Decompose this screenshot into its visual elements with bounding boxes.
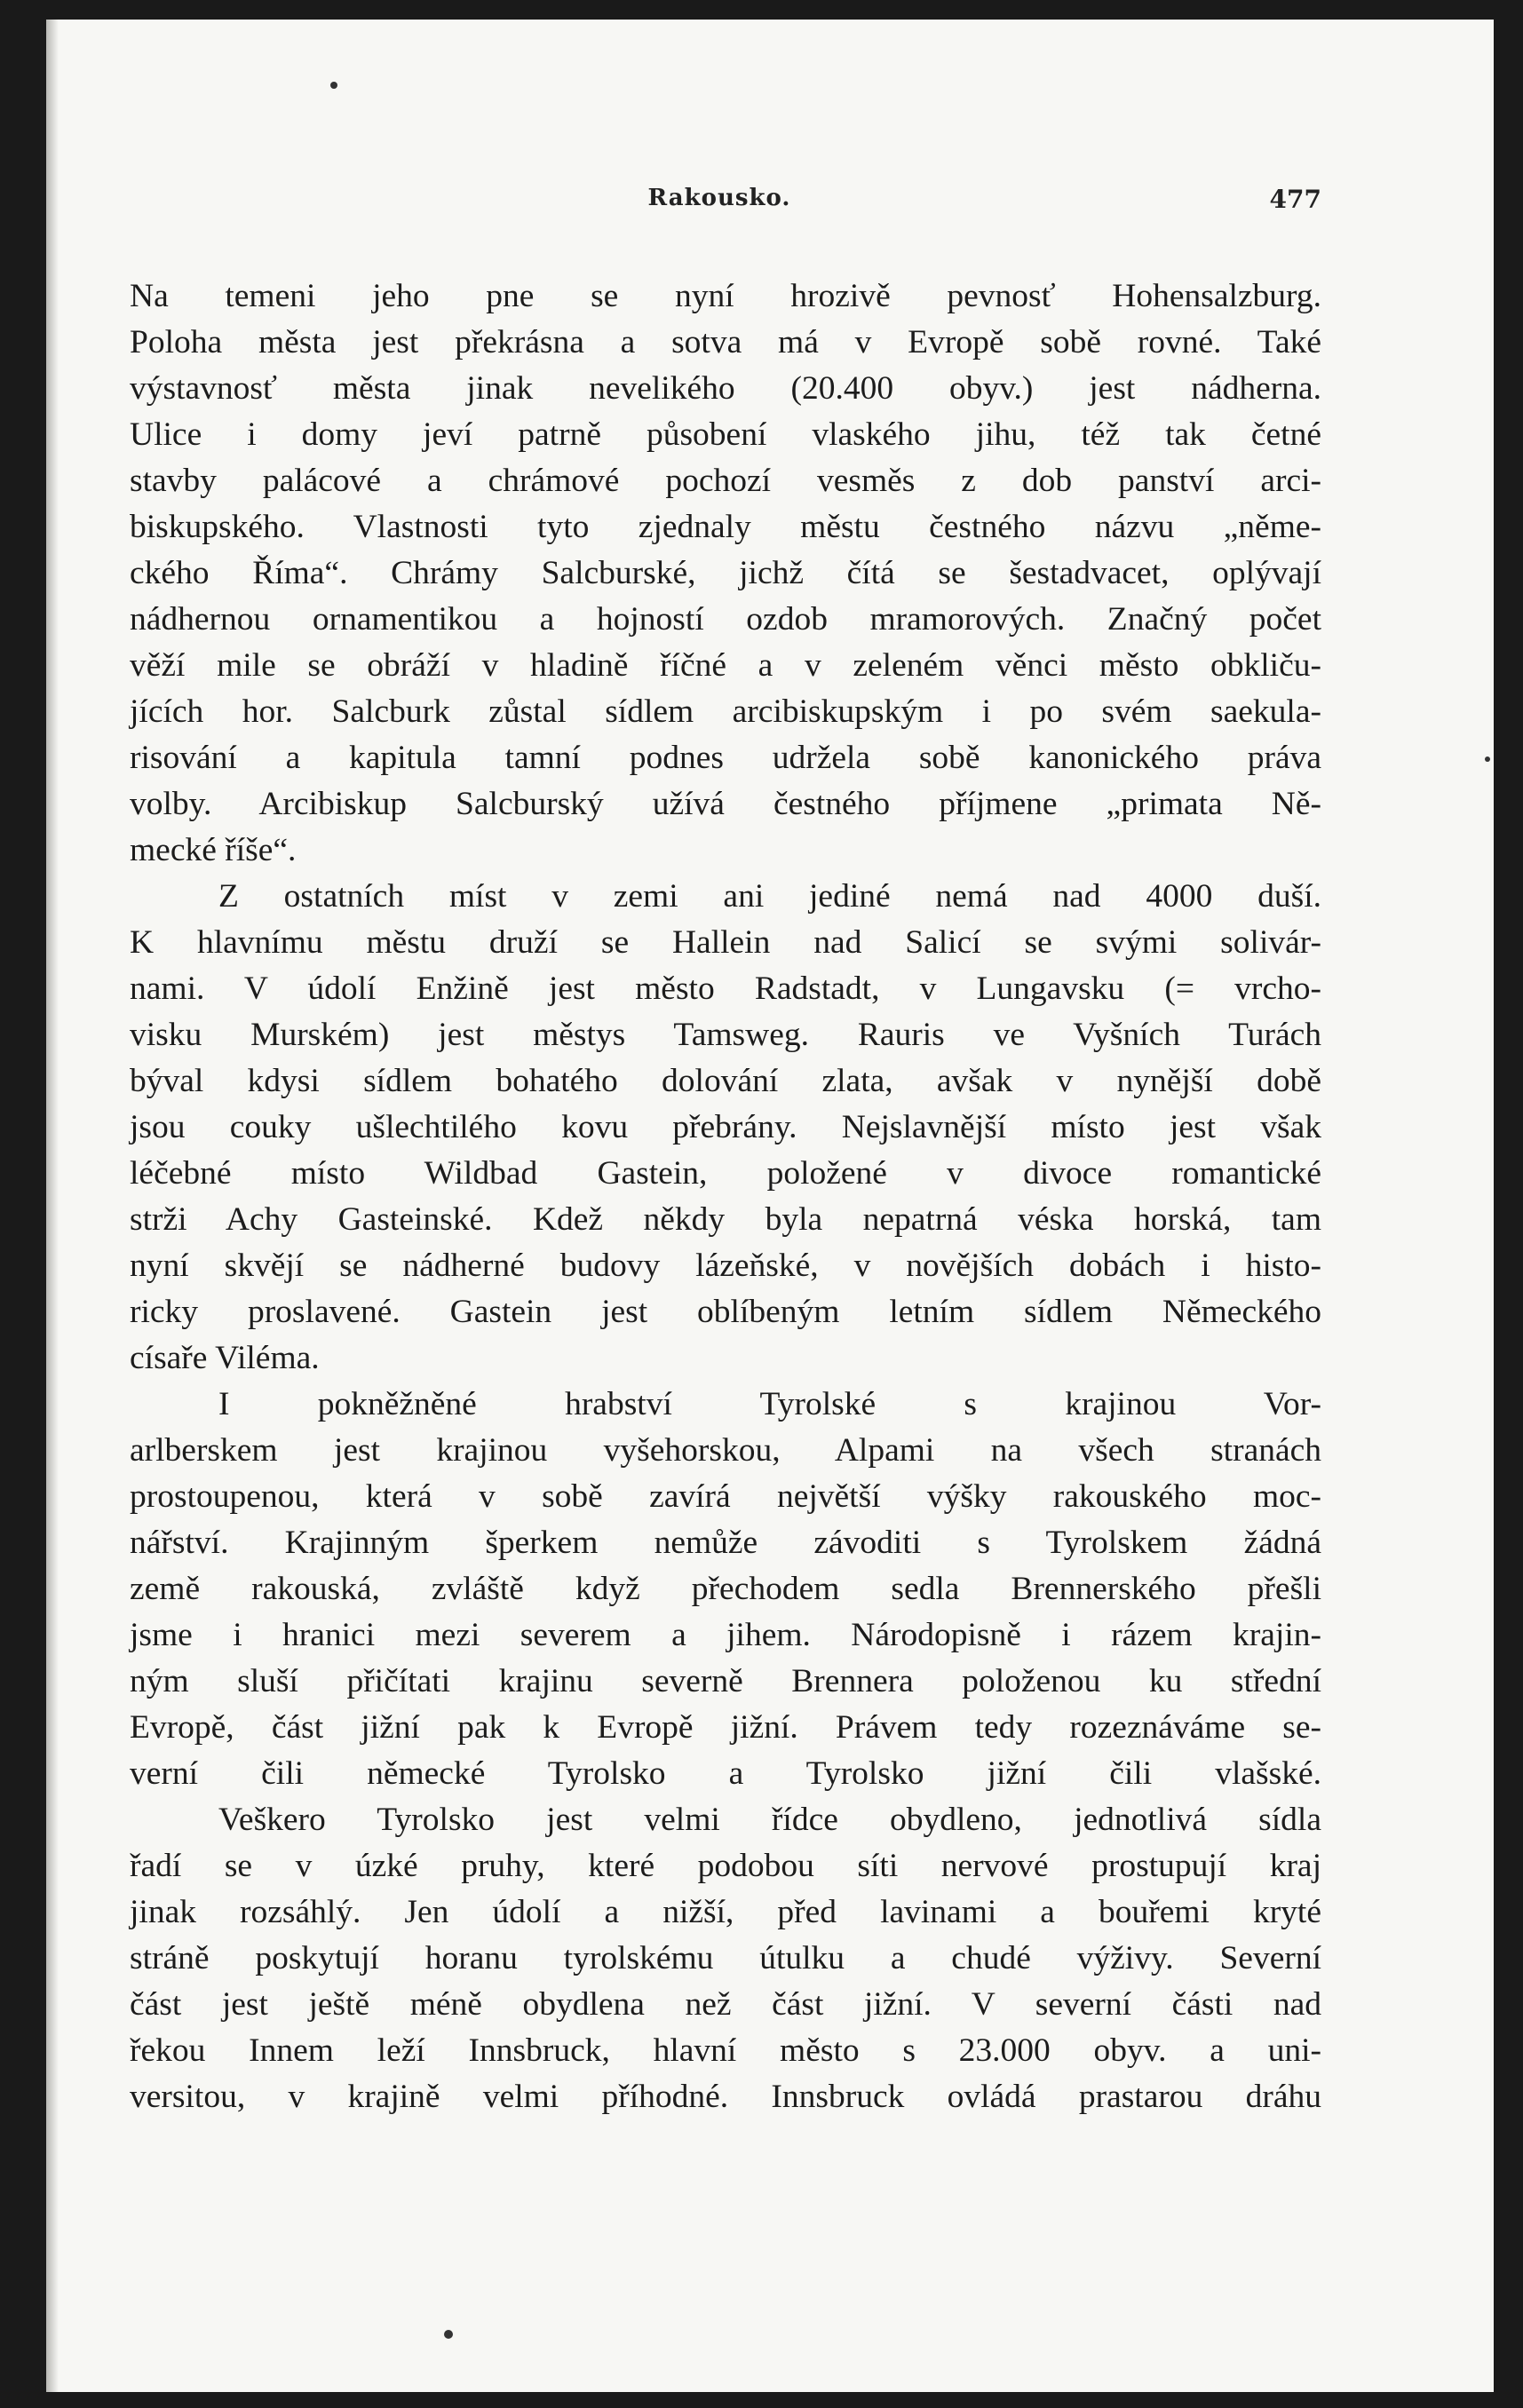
- running-title: Rakousko.: [647, 185, 791, 211]
- text-line: ným sluší přičítati krajinu severně Brennera položenou ku střední: [130, 1663, 1321, 1699]
- page-number: 477: [1269, 185, 1321, 214]
- text-line: volby. Arcibiskup Salcburský užívá čestného příjmene „primata Ně-: [130, 786, 1321, 822]
- page-gutter-shadow: [46, 20, 59, 2392]
- text-line: nádhernou ornamentikou a hojností ozdob mramorových. Značný počet: [130, 601, 1321, 638]
- scan-speck: [330, 82, 337, 89]
- text-line: biskupského. Vlastnosti tyto zjednaly městu čestného názvu „něme-: [130, 509, 1321, 545]
- text-line: strži Achy Gasteinské. Kdež někdy byla nepatrná véska horská, tam: [130, 1201, 1321, 1238]
- text-line: nami. V údolí Enžině jest město Radstadt, v Lungavsku (= vrcho-: [130, 970, 1321, 1007]
- text-line: císaře Viléma.: [130, 1340, 320, 1376]
- text-line: ckého Říma“. Chrámy Salcburské, jichž čítá se šestadvacet, oplývají: [130, 555, 1321, 591]
- text-line: Poloha města jest překrásna a sotva má v Evropě sobě rovné. Také: [130, 324, 1321, 360]
- text-line: Veškero Tyrolsko jest velmi řídce obydleno, jednotlivá sídla: [218, 1802, 1321, 1838]
- text-line: jících hor. Salcburk zůstal sídlem arcibiskupským i po svém saekula-: [130, 693, 1321, 730]
- text-line: arlberskem jest krajinou vyšehorskou, Alpami na všech stranách: [130, 1432, 1321, 1469]
- text-line: I pokněžněné hrabství Tyrolské s krajinou Vor-: [218, 1386, 1321, 1422]
- text-line: stráně poskytují horanu tyrolskému útulku a chudé výživy. Severní: [130, 1940, 1321, 1976]
- text-line: Evropě, část jižní pak k Evropě jižní. Právem tedy rozeznáváme se-: [130, 1709, 1321, 1746]
- scan-speck: [444, 2330, 453, 2339]
- text-line: býval kdysi sídlem bohatého dolování zlata, avšak v nynější době: [130, 1063, 1321, 1099]
- page-header: [117, 185, 1321, 220]
- text-line: stavby palácové a chrámové pochozí vesměs z dob panství arci-: [130, 463, 1321, 499]
- text-line: Ulice i domy jeví patrně působení vlaského jihu, též tak četné: [130, 416, 1321, 453]
- text-line: jsou couky ušlechtilého kovu přebrány. Nejslavnější místo jest však: [130, 1109, 1321, 1145]
- text-line: Z ostatních míst v zemi ani jediné nemá nad 4000 duší.: [218, 878, 1321, 915]
- text-line: jsme i hranici mezi severem a jihem. Národopisně i rázem krajin-: [130, 1617, 1321, 1653]
- text-line: léčebné místo Wildbad Gastein, položené v divoce romantické: [130, 1155, 1321, 1192]
- text-line: výstavnosť města jinak nevelikého (20.400 obyv.) jest nádherna.: [130, 370, 1321, 407]
- text-line: ricky proslavené. Gastein jest oblíbeným letním sídlem Německého: [130, 1294, 1321, 1330]
- text-line: prostoupenou, která v sobě zavírá největší výšky rakouského moc-: [130, 1478, 1321, 1515]
- text-line: versitou, v krajině velmi příhodné. Innsbruck ovládá prastarou dráhu: [130, 2079, 1321, 2115]
- text-line: část jest ještě méně obydlena než část jižní. V severní části nad: [130, 1986, 1321, 2023]
- text-line: risování a kapitula tamní podnes udržela sobě kanonického práva: [130, 740, 1321, 776]
- body-text: [130, 273, 1321, 2120]
- text-line: nářství. Krajinným šperkem nemůže závoditi s Tyrolskem žádná: [130, 1525, 1321, 1561]
- text-line: věží mile se obráží v hladině říčné a v zeleném věnci město obkliču-: [130, 647, 1321, 684]
- text-line: K hlavnímu městu druží se Hallein nad Salicí se svými solivár-: [130, 924, 1321, 961]
- book-page: [46, 20, 1494, 2392]
- text-line: země rakouská, zvláště když přechodem sedla Brennerského přešli: [130, 1571, 1321, 1607]
- text-line: visku Murském) jest městys Tamsweg. Rauris ve Vyšních Turách: [130, 1017, 1321, 1053]
- scan-speck: [1485, 756, 1490, 762]
- text-line: Na temeni jeho pne se nyní hrozivě pevnosť Hohensalzburg.: [130, 278, 1321, 314]
- text-line: verní čili německé Tyrolsko a Tyrolsko jižní čili vlašské.: [130, 1755, 1321, 1792]
- text-line: řekou Innem leží Innsbruck, hlavní město s 23.000 obyv. a uni-: [130, 2032, 1321, 2069]
- text-line: nyní skvějí se nádherné budovy lázeňské, v novějších dobách i histo-: [130, 1248, 1321, 1284]
- text-line: řadí se v úzké pruhy, které podobou síti nervové prostupují kraj: [130, 1848, 1321, 1884]
- text-line: mecké říše“.: [130, 832, 297, 868]
- text-line: jinak rozsáhlý. Jen údolí a nižší, před lavinami a bouřemi kryté: [130, 1894, 1321, 1930]
